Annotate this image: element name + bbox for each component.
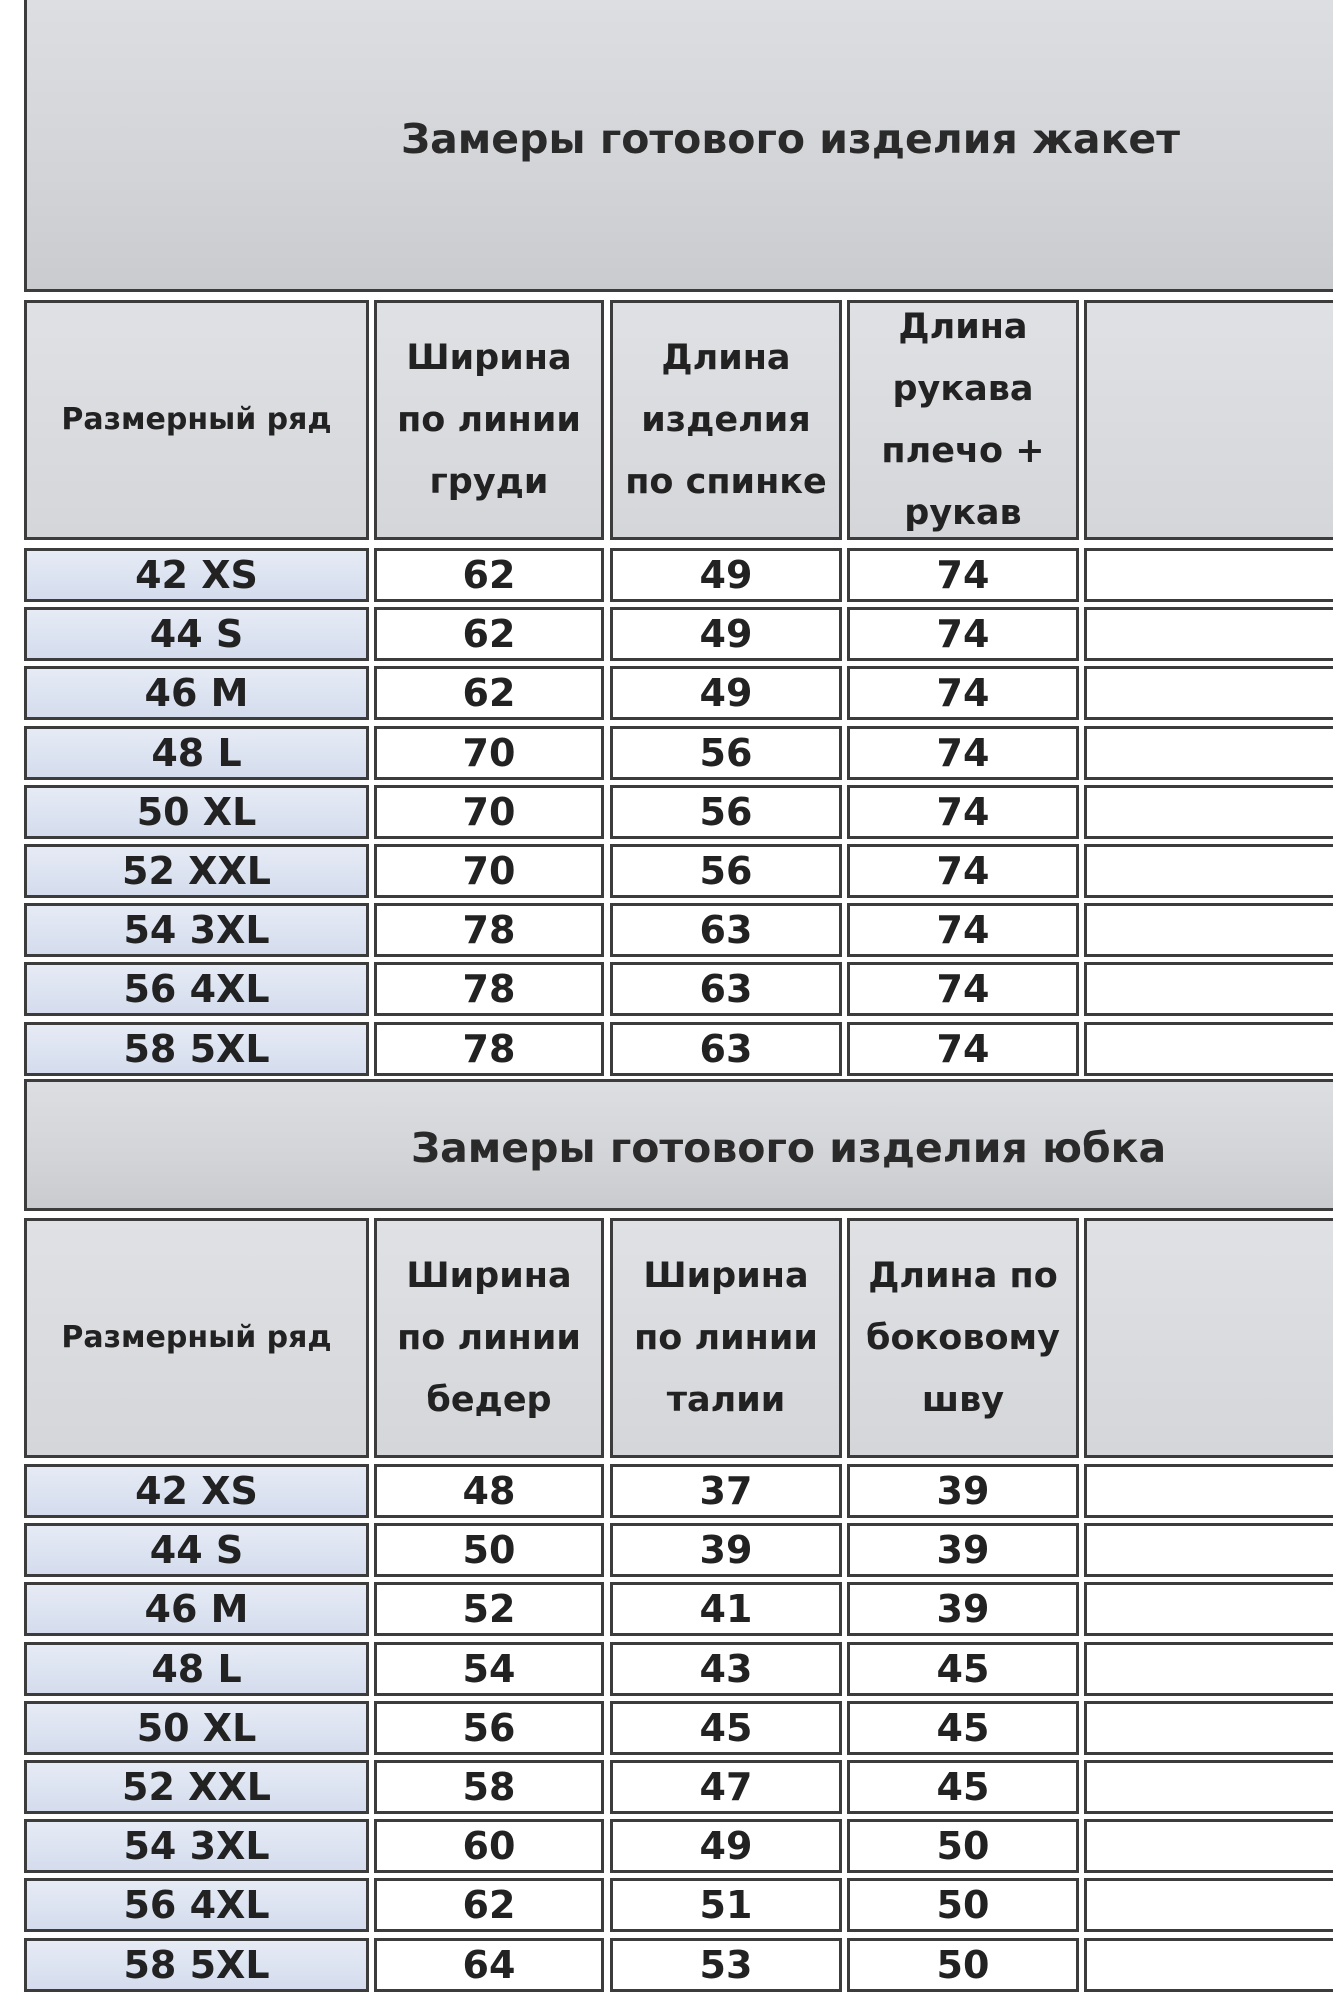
skirt-header-waist: Ширина по линии талии [610, 1218, 842, 1458]
size-label-cell: 52 XXL [24, 844, 369, 898]
size-label-cell: 50 XL [24, 1701, 369, 1755]
skirt-title: Замеры готового изделия юбка [411, 1124, 1167, 1172]
empty-cell [1084, 903, 1333, 957]
empty-cell [1084, 785, 1333, 839]
measurement-cell: 50 [847, 1878, 1079, 1932]
measurement-cell: 49 [610, 607, 842, 661]
measurement-cell: 47 [610, 1760, 842, 1814]
empty-cell [1084, 1819, 1333, 1873]
skirt-header-hips: Ширина по линии бедер [374, 1218, 604, 1458]
size-label-cell: 54 3XL [24, 903, 369, 957]
size-label-cell: 54 3XL [24, 1819, 369, 1873]
size-label-cell: 50 XL [24, 785, 369, 839]
measurement-cell: 53 [610, 1938, 842, 1992]
measurement-cell: 74 [847, 903, 1079, 957]
measurement-cell: 54 [374, 1642, 604, 1696]
size-label-cell: 56 4XL [24, 1878, 369, 1932]
measurement-cell: 49 [610, 666, 842, 720]
measurement-cell: 56 [374, 1701, 604, 1755]
jacket-header-empty [1084, 300, 1333, 540]
empty-cell [1084, 1878, 1333, 1932]
measurement-cell: 49 [610, 1819, 842, 1873]
measurement-cell: 45 [610, 1701, 842, 1755]
measurement-cell: 50 [847, 1938, 1079, 1992]
measurement-cell: 74 [847, 548, 1079, 602]
measurement-cell: 62 [374, 1878, 604, 1932]
jacket-header-size: Размерный ряд [24, 300, 369, 540]
measurement-cell: 64 [374, 1938, 604, 1992]
measurement-cell: 37 [610, 1464, 842, 1518]
measurement-cell: 45 [847, 1760, 1079, 1814]
empty-cell [1084, 1582, 1333, 1636]
size-label-cell: 56 4XL [24, 962, 369, 1016]
measurement-cell: 39 [847, 1523, 1079, 1577]
empty-cell [1084, 1523, 1333, 1577]
measurement-cell: 74 [847, 1022, 1079, 1076]
jacket-header-length: Длина изделия по спинке [610, 300, 842, 540]
measurement-cell: 48 [374, 1464, 604, 1518]
empty-cell [1084, 1642, 1333, 1696]
measurement-cell: 74 [847, 785, 1079, 839]
measurement-cell: 78 [374, 1022, 604, 1076]
measurement-cell: 74 [847, 666, 1079, 720]
size-label-cell: 52 XXL [24, 1760, 369, 1814]
measurement-cell: 62 [374, 666, 604, 720]
measurement-cell: 78 [374, 962, 604, 1016]
size-label-cell: 48 L [24, 1642, 369, 1696]
empty-cell [1084, 1760, 1333, 1814]
empty-cell [1084, 1701, 1333, 1755]
jacket-header-chest: Ширина по линии груди [374, 300, 604, 540]
empty-cell [1084, 666, 1333, 720]
measurement-cell: 41 [610, 1582, 842, 1636]
size-label-cell: 46 M [24, 666, 369, 720]
measurement-cell: 51 [610, 1878, 842, 1932]
size-label-cell: 48 L [24, 726, 369, 780]
skirt-title-box [24, 1079, 1333, 1211]
measurement-cell: 60 [374, 1819, 604, 1873]
empty-cell [1084, 962, 1333, 1016]
measurement-cell: 70 [374, 726, 604, 780]
measurement-cell: 50 [374, 1523, 604, 1577]
size-label-cell: 46 M [24, 1582, 369, 1636]
size-label-cell: 44 S [24, 1523, 369, 1577]
measurement-cell: 39 [847, 1582, 1079, 1636]
measurement-cell: 39 [847, 1464, 1079, 1518]
measurement-cell: 45 [847, 1701, 1079, 1755]
measurement-cell: 74 [847, 844, 1079, 898]
measurement-cell: 78 [374, 903, 604, 957]
skirt-header-size: Размерный ряд [24, 1218, 369, 1458]
jacket-title: Замеры готового изделия жакет [401, 115, 1180, 163]
measurement-cell: 58 [374, 1760, 604, 1814]
measurement-cell: 56 [610, 726, 842, 780]
measurement-cell: 63 [610, 962, 842, 1016]
jacket-header-sleeve: Длина рукава плечо + рукав [847, 300, 1079, 540]
measurement-cell: 56 [610, 785, 842, 839]
empty-cell [1084, 726, 1333, 780]
measurement-cell: 74 [847, 607, 1079, 661]
size-label-cell: 58 5XL [24, 1022, 369, 1076]
measurement-cell: 49 [610, 548, 842, 602]
empty-cell [1084, 1938, 1333, 1992]
measurement-cell: 52 [374, 1582, 604, 1636]
measurement-cell: 74 [847, 726, 1079, 780]
measurement-cell: 62 [374, 548, 604, 602]
empty-cell [1084, 1464, 1333, 1518]
empty-cell [1084, 607, 1333, 661]
measurement-cell: 63 [610, 1022, 842, 1076]
empty-cell [1084, 548, 1333, 602]
size-label-cell: 44 S [24, 607, 369, 661]
measurement-cell: 45 [847, 1642, 1079, 1696]
measurement-cell: 63 [610, 903, 842, 957]
measurement-cell: 56 [610, 844, 842, 898]
skirt-header-side-seam: Длина по боковому шву [847, 1218, 1079, 1458]
empty-cell [1084, 844, 1333, 898]
jacket-title-box [24, 0, 1333, 292]
measurement-cell: 39 [610, 1523, 842, 1577]
measurement-cell: 50 [847, 1819, 1079, 1873]
measurement-cell: 62 [374, 607, 604, 661]
measurement-cell: 43 [610, 1642, 842, 1696]
empty-cell [1084, 1022, 1333, 1076]
size-label-cell: 42 XS [24, 1464, 369, 1518]
measurement-cell: 74 [847, 962, 1079, 1016]
skirt-header-empty [1084, 1218, 1333, 1458]
measurement-cell: 70 [374, 844, 604, 898]
size-label-cell: 42 XS [24, 548, 369, 602]
measurement-cell: 70 [374, 785, 604, 839]
size-label-cell: 58 5XL [24, 1938, 369, 1992]
